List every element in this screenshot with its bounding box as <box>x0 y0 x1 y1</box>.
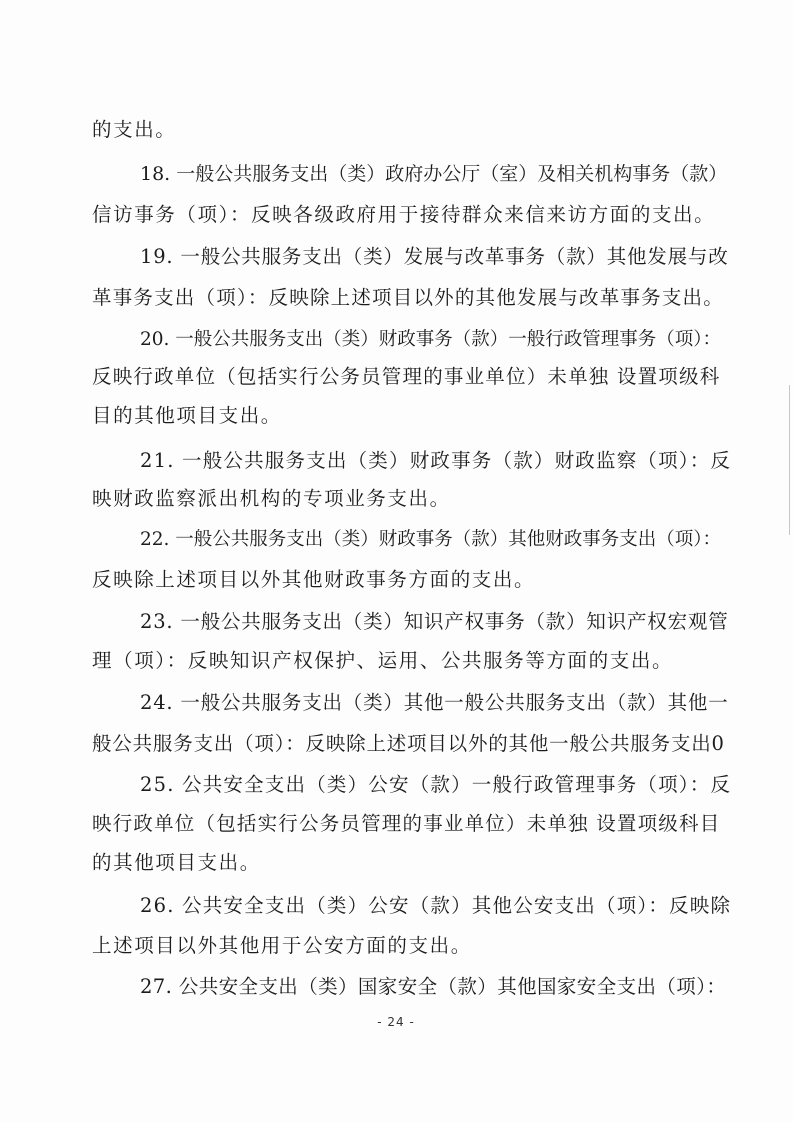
text-line-18: 映行政单位（包括实行公务员管理的事业单位）未单独 设置项级科目 <box>92 812 721 835</box>
scan-edge-mark <box>789 385 790 535</box>
text-line-3: 信访事务（项）：反映各级政府用于接待群众来信来访方面的支出。 <box>92 203 716 226</box>
text-line-14: 理（项）：反映知识产权保护、运用、公共服务等方面的支出。 <box>92 649 674 672</box>
text-line-5: 革事务支出（项）：反映除上述项目以外的其他发展与改革事务支出。 <box>92 286 724 309</box>
text-line-11: 22. 一般公共服务支出（类）财政事务（款）其他财政事务支出（项）： <box>140 529 722 550</box>
text-line-2: 18. 一般公共服务支出（类）政府办公厅（室）及相关机构事务（款） <box>140 163 728 185</box>
text-line-19: 的其他项目支出。 <box>92 851 261 874</box>
text-line-10: 映财政监察派出机构的专项业务支出。 <box>92 487 451 510</box>
text-line-15: 24. 一般公共服务支出（类）其他一般公共服务支出（款）其他一 <box>140 691 729 714</box>
text-line-1: 的支出。 <box>92 118 177 141</box>
text-line-20: 26. 公共安全支出（类）公安（款）其他公安支出（项）：反映除 <box>140 894 732 917</box>
text-line-22: 27. 公共安全支出（类）国家安全（款）其他国家安全支出（项）： <box>140 975 727 998</box>
text-line-13: 23. 一般公共服务支出（类）知识产权事务（款）知识产权宏观管 <box>140 610 729 633</box>
text-line-16: 般公共服务支出（项）：反映除上述项目以外的其他一般公共服务支出0 <box>92 732 725 755</box>
text-line-6: 20. 一般公共服务支出（类）财政事务（款）一般行政管理事务（项）： <box>140 329 722 350</box>
text-line-4: 19. 一般公共服务支出（类）发展与改革事务（款）其他发展与改 <box>140 245 729 268</box>
text-line-8: 目的其他项目支出。 <box>92 404 282 427</box>
text-line-7: 反映行政单位（包括实行公务员管理的事业单位）未单独 设置项级科 <box>92 365 721 388</box>
text-line-9: 21. 一般公共服务支出（类）财政事务（款）财政监察（项）：反 <box>140 449 732 472</box>
text-line-12: 反映除上述项目以外其他财政事务方面的支出。 <box>92 568 536 591</box>
page-number: - 24 - <box>377 1015 415 1029</box>
text-line-21: 上述项目以外其他用于公安方面的支出。 <box>92 934 472 957</box>
text-line-17: 25. 公共安全支出（类）公安（款）一般行政管理事务（项）：反 <box>140 773 732 796</box>
